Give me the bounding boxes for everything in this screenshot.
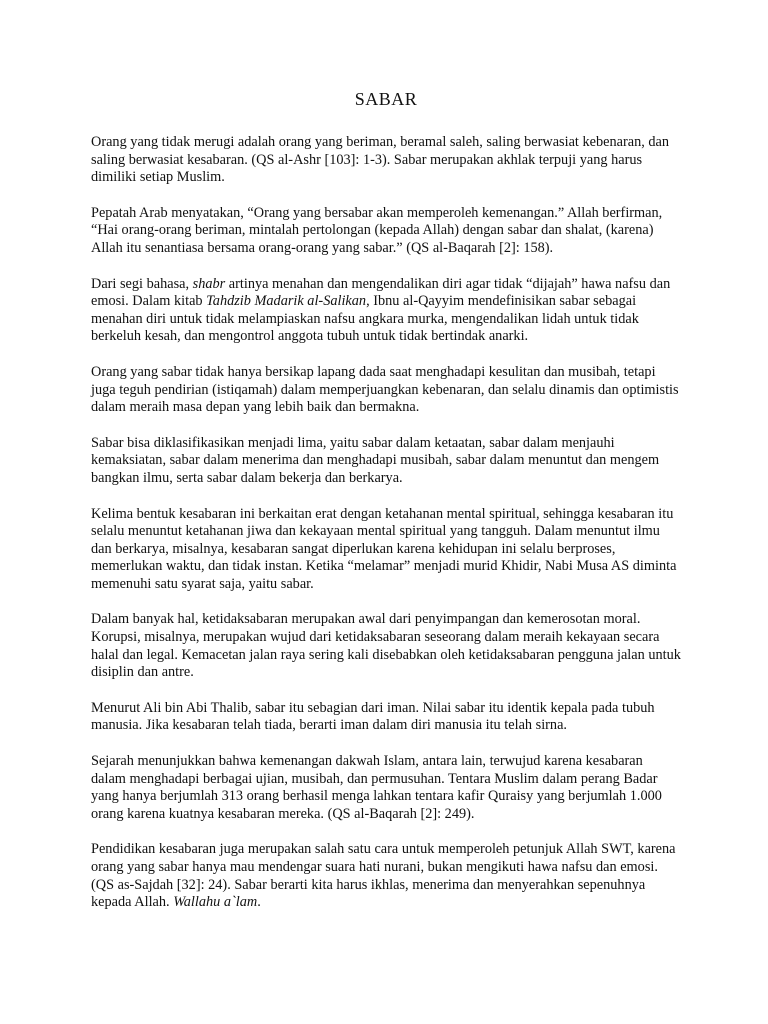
paragraph-3: [91, 276, 681, 346]
document-page: [91, 88, 681, 930]
paragraph-4: Orang yang sabar tidak hanya bersikap lapang dada saat menghadapi kesulitan dan musibah, tetapi juga teguh pendirian (istiqamah) dalam memperjuangkan kebenaran, dan selalu dinamis dan optimistis dalam meraih masa depan yang lebih baik dan bermakna.: [91, 363, 679, 416]
paragraph-2: Pepatah Arab menyatakan, “Orang yang bersabar akan memperoleh kemenangan.” Allah berfirman, “Hai orang-orang beriman, mintalah pertolongan (kepada Allah) dengan sabar dan shalat, (karena) Allah itu senantiasa bersama orang-orang yang sabar.” (QS al-Baqarah [2]: 158).: [91, 204, 663, 256]
paragraph-7: Dalam banyak hal, ketidaksabaran merupakan awal dari penyimpangan dan kemerosotan moral. Korupsi, misalnya, merupakan wujud dari ketidaksabaran seseorang dalam meraih kekayaan secara halal dan legal. Kemacetan jalan raya sering kali disebabkan oleh ketidaksabaran pengguna jalan untuk disiplin dan antre.: [91, 611, 681, 681]
paragraph-10-text-a: Pendidikan kesabaran juga merupakan salah satu cara untuk memperoleh petunjuk Allah SWT, karena orang yang sabar hanya mau mendengar suara hati nurani, bukan mengikuti hawa nafsu dan emosi. (QS as-Sajdah [32]: 24). Sabar berarti kita harus ikhlas, menerima dan menyerahkan sepenuhnya kepada Allah.: [91, 841, 676, 911]
paragraph-1: Orang yang tidak merugi adalah orang yang beriman, beramal saleh, saling berwasiat kebenaran, dan saling berwasiat kesabaran. (QS al-Ashr [103]: 1-3). Sabar merupakan akhlak terpuji yang harus dimiliki setiap Muslim.: [91, 134, 670, 186]
paragraph-10-closing-phrase: Wallahu a`lam: [173, 894, 258, 911]
paragraph-3-text-a: Dari segi bahasa,: [91, 275, 193, 292]
paragraph-3-book-title: Tahdzib Madarik al-Salikan: [206, 293, 367, 310]
paragraph-8: Menurut Ali bin Abi Thalib, sabar itu sebagian dari iman. Nilai sabar itu identik kepala pada tubuh manusia. Jika kesabaran telah tiada, berarti iman dalam diri manusia itu telah sirna.: [91, 699, 655, 734]
paragraph-3-term-shabr: shabr: [192, 275, 226, 292]
paragraph-10-text-c: .: [257, 894, 261, 911]
paragraph-6: Kelima bentuk kesabaran ini berkaitan erat dengan ketahanan mental spiritual, sehingga kesabaran itu selalu menuntut ketahanan jiwa dan kekayaan mental spiritual yang tangguh. Dalam menuntut ilmu dan berkarya, misalnya, kesabaran sangat diperlukan karena kehidupan ini selalu berproses, memerlukan waktu, dan tidak instan. Ketika “melamar” menjadi murid Khidir, Nabi Musa AS diminta memenuhi satu syarat saja, yaitu sabar.: [91, 505, 677, 592]
paragraph-3-text-e: , Ibnu al-Qayyim mendefinisikan sabar sebagai menahan diri untuk tidak melampiaskan nafsu angkara murka, mengendalikan lidah untuk tidak berkeluh kesah, dan mengontrol anggota tubuh untuk tidak bertindak anarki.: [91, 293, 639, 345]
paragraph-5: Sabar bisa diklasifikasikan menjadi lima, yaitu sabar dalam ketaatan, sabar dalam menjauhi kemaksiatan, sabar dalam menerima dan menghadapi musibah, sabar dalam menuntut dan mengem bangkan ilmu, serta sabar dalam bekerja dan berkarya.: [91, 434, 660, 486]
document-title: SABAR: [354, 89, 418, 109]
paragraph-3-text-c: artinya menahan dan mengendalikan diri agar tidak “dijajah” hawa nafsu dan emosi. Dalam kitab: [91, 275, 671, 310]
paragraph-9: Sejarah menunjukkan bahwa kemenangan dakwah Islam, antara lain, terwujud karena kesabaran dalam menghadapi berbagai ujian, musibah, dan permusuhan. Tentara Muslim dalam perang Badar yang hanya berjumlah 313 orang berhasil menga lahkan tentara kafir Quraisy yang berjumlah 1.000 orang karena kuatnya kesabaran mereka. (QS al-Baqarah [2]: 249).: [91, 753, 662, 822]
paragraph-10: [91, 841, 681, 911]
